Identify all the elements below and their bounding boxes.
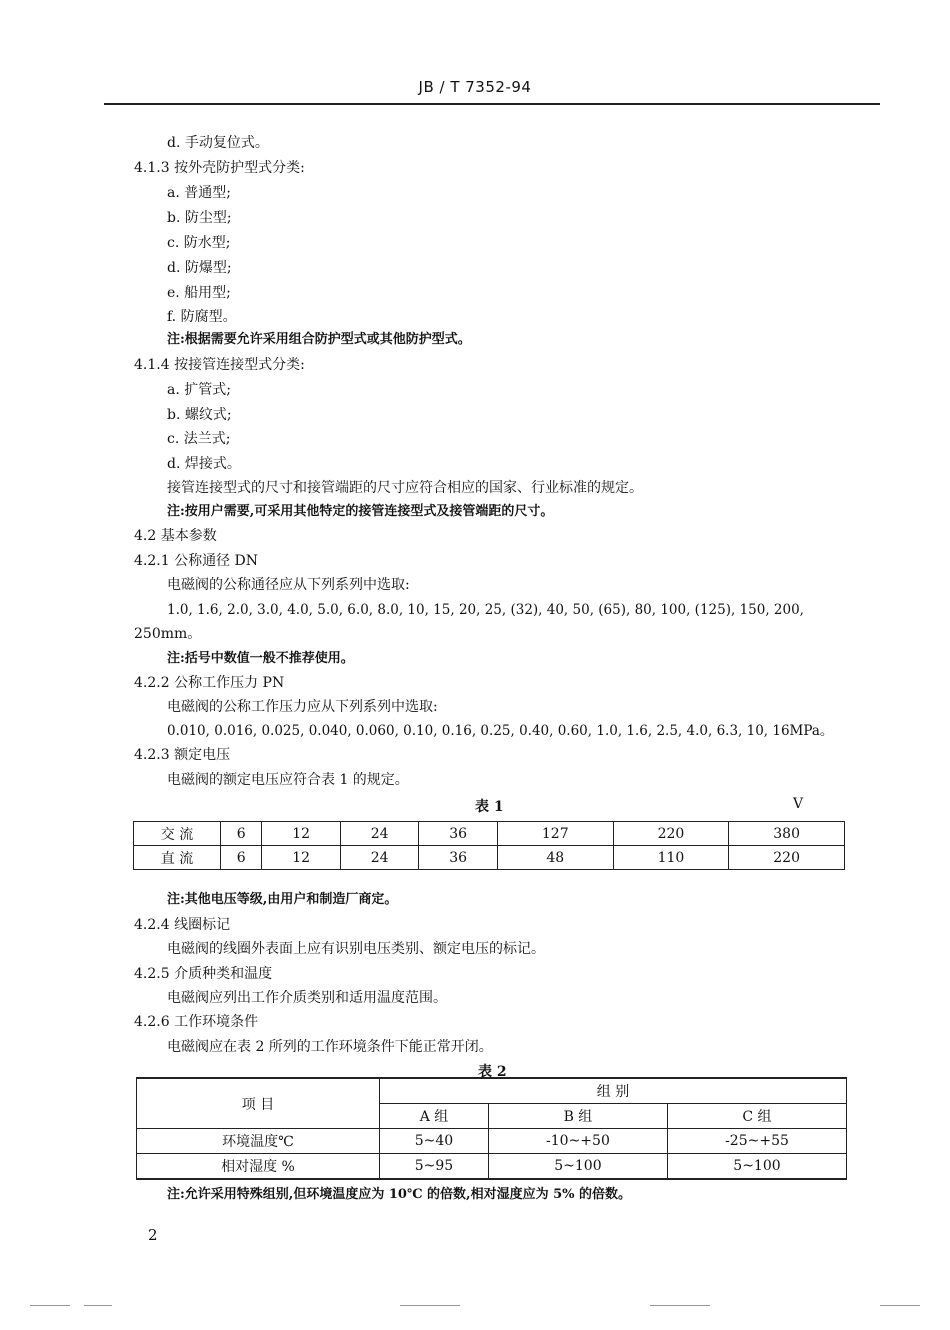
table-cell: 127 bbox=[497, 822, 613, 846]
row-label: 交 流 bbox=[134, 822, 221, 846]
group-b-header: B 组 bbox=[488, 1104, 667, 1129]
value-series: 0.010, 0.016, 0.025, 0.040, 0.060, 0.10, 0.16, 0.25, 0.40, 0.60, 1.0, 1.6, 2.5, 4.0, 6.3, 10, 16MPa。 bbox=[167, 723, 834, 739]
table-cell: 36 bbox=[419, 822, 498, 846]
list-item: d. 焊接式。 bbox=[167, 456, 241, 472]
table2-caption: 表 2 bbox=[478, 1064, 507, 1080]
table-row bbox=[137, 1129, 847, 1154]
scan-artifact bbox=[880, 1305, 920, 1306]
table2 bbox=[136, 1077, 847, 1180]
paragraph: 电磁阀的公称工作压力应从下列系列中选取: bbox=[167, 699, 438, 715]
table-cell: 12 bbox=[262, 822, 341, 846]
table-cell: 5~40 bbox=[380, 1129, 489, 1154]
list-item: c. 法兰式; bbox=[167, 431, 231, 447]
table-cell: -25~+55 bbox=[667, 1129, 846, 1154]
row-label: 直 流 bbox=[134, 846, 221, 870]
section-heading: 4.2.5 介质种类和温度 bbox=[134, 966, 273, 982]
row-label: 环境温度℃ bbox=[137, 1129, 380, 1154]
section-heading: 4.2 基本参数 bbox=[134, 528, 217, 544]
section-heading: 4.2.4 线圈标记 bbox=[134, 917, 231, 933]
table-cell: 220 bbox=[729, 846, 845, 870]
note: 注:其他电压等级,由用户和制造厂商定。 bbox=[167, 892, 398, 907]
note: 注:按用户需要,可采用其他特定的接管连接型式及接管端距的尺寸。 bbox=[167, 504, 554, 519]
list-item: b. 防尘型; bbox=[167, 210, 232, 226]
paragraph: 电磁阀应在表 2 所列的工作环境条件下能正常开闭。 bbox=[167, 1039, 493, 1055]
row-label: 相对湿度 % bbox=[137, 1154, 380, 1180]
paragraph: 电磁阀应列出工作介质类别和适用温度范围。 bbox=[167, 990, 447, 1006]
group-header: 组 别 bbox=[380, 1078, 847, 1104]
page-header: JB / T 7352-94 bbox=[418, 78, 532, 96]
table1 bbox=[133, 821, 845, 870]
list-item: b. 螺纹式; bbox=[167, 407, 232, 423]
table1-caption: 表 1 bbox=[475, 799, 504, 815]
table-row bbox=[134, 822, 845, 846]
table-cell: 24 bbox=[340, 846, 419, 870]
section-heading: 4.1.4 按接管连接型式分类: bbox=[134, 357, 305, 373]
table-header-row bbox=[137, 1078, 847, 1104]
note: 注:括号中数值一般不推荐使用。 bbox=[167, 651, 354, 666]
table-cell: 6 bbox=[221, 846, 262, 870]
list-item: a. 普通型; bbox=[167, 185, 231, 201]
page-number: 2 bbox=[148, 1226, 158, 1244]
paragraph: 电磁阀的线圈外表面上应有识别电压类别、额定电压的标记。 bbox=[167, 941, 545, 957]
header-rule bbox=[104, 103, 880, 105]
table-cell: 110 bbox=[613, 846, 729, 870]
table-cell: 380 bbox=[729, 822, 845, 846]
item-header: 项 目 bbox=[137, 1078, 380, 1129]
table-cell: 220 bbox=[613, 822, 729, 846]
note: 注:根据需要允许采用组合防护型式或其他防护型式。 bbox=[167, 332, 471, 347]
table-cell: 24 bbox=[340, 822, 419, 846]
section-heading: 4.2.2 公称工作压力 PN bbox=[134, 675, 285, 691]
scan-artifact bbox=[30, 1305, 70, 1306]
table-cell: 6 bbox=[221, 822, 262, 846]
value-series: 1.0, 1.6, 2.0, 3.0, 4.0, 5.0, 6.0, 8.0, 10, 15, 20, 25, (32), 40, 50, (65), 80, 100, (125), 150, 200, bbox=[167, 602, 804, 618]
paragraph: 电磁阀的额定电压应符合表 1 的规定。 bbox=[167, 772, 409, 788]
note: 注:允许采用特殊组别,但环境温度应为 10℃ 的倍数,相对湿度应为 5% 的倍数。 bbox=[167, 1187, 632, 1202]
table-cell: 12 bbox=[262, 846, 341, 870]
section-heading: 4.2.6 工作环境条件 bbox=[134, 1014, 259, 1030]
scan-artifact bbox=[84, 1305, 112, 1306]
table-cell: 36 bbox=[419, 846, 498, 870]
list-item: f. 防腐型。 bbox=[167, 309, 237, 325]
table-cell: -10~+50 bbox=[488, 1129, 667, 1154]
scan-artifact bbox=[650, 1305, 710, 1306]
list-item: a. 扩管式; bbox=[167, 382, 231, 398]
list-item: d. 防爆型; bbox=[167, 260, 232, 276]
table-cell: 5~100 bbox=[488, 1154, 667, 1180]
section-heading: 4.2.3 额定电压 bbox=[134, 747, 231, 763]
scan-artifact bbox=[400, 1305, 460, 1306]
table-row bbox=[137, 1154, 847, 1180]
table-cell: 5~100 bbox=[667, 1154, 846, 1180]
table-cell: 5~95 bbox=[380, 1154, 489, 1180]
text-line: d. 手动复位式。 bbox=[167, 135, 269, 151]
value-series-cont: 250mm。 bbox=[134, 626, 202, 642]
section-heading: 4.1.3 按外壳防护型式分类: bbox=[134, 160, 305, 176]
table-cell: 48 bbox=[497, 846, 613, 870]
group-a-header: A 组 bbox=[380, 1104, 489, 1129]
section-heading: 4.2.1 公称通径 DN bbox=[134, 553, 258, 569]
paragraph: 电磁阀的公称通径应从下列系列中选取: bbox=[167, 577, 410, 593]
list-item: c. 防水型; bbox=[167, 235, 231, 251]
paragraph: 接管连接型式的尺寸和接管端距的尺寸应符合相应的国家、行业标准的规定。 bbox=[167, 480, 643, 496]
table1-unit: V bbox=[793, 796, 804, 812]
list-item: e. 船用型; bbox=[167, 285, 231, 301]
table-row bbox=[134, 846, 845, 870]
group-c-header: C 组 bbox=[667, 1104, 846, 1129]
